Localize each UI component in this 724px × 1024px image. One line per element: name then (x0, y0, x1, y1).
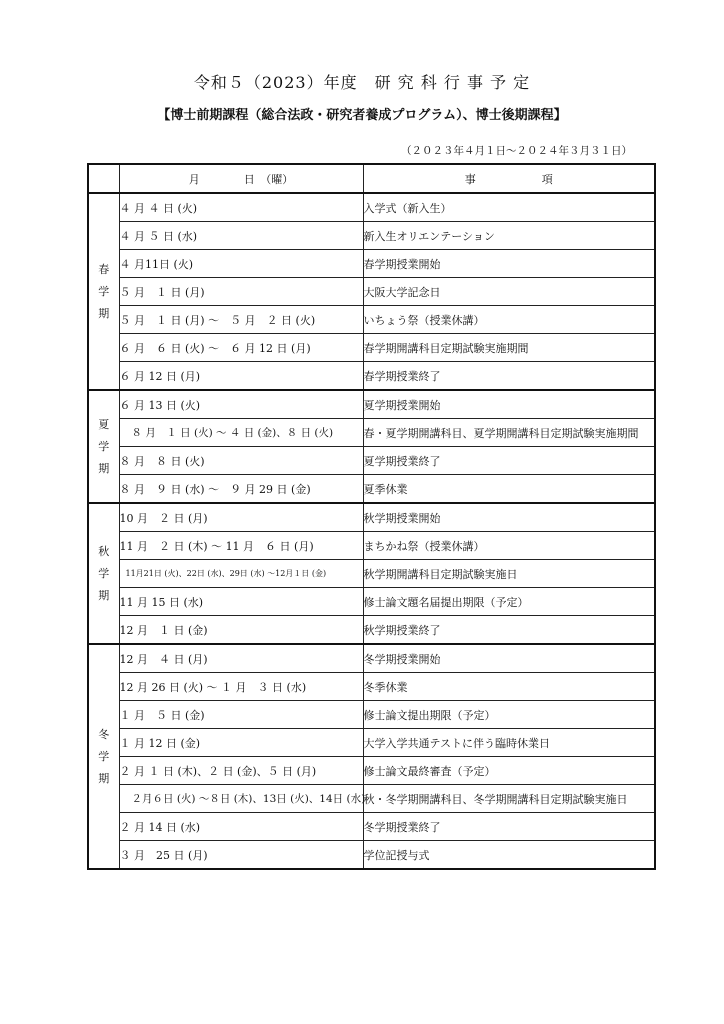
table-row (88, 306, 655, 334)
event-cell: 春学期授業開始 (363, 250, 655, 278)
date-cell: ４ 月 ５ 日 (水) (119, 222, 363, 250)
date-header: 月 日 （曜） (119, 164, 363, 193)
date-cell: ４ 月11日 (火) (119, 250, 363, 278)
date-cell: ６ 月 ６ 日 (火) ～ ６ 月 12 日 (月) (119, 334, 363, 362)
event-cell: 冬学期授業終了 (363, 813, 655, 841)
date-cell: ４ 月 ４ 日 (火) (119, 193, 363, 222)
event-cell: まちかね祭（授業休講） (363, 532, 655, 560)
table-row (88, 841, 655, 870)
event-cell: いちょう祭（授業休講） (363, 306, 655, 334)
term-label (88, 503, 119, 644)
date-cell: 11月21日 (火)、22日 (水)、29日 (水) ～12月１日 (金) (119, 560, 363, 588)
term-label-char: 秋 (98, 544, 110, 558)
event-cell: 春・夏学期開講科目、夏学期開講科目定期試験実施期間 (363, 419, 655, 447)
event-cell: 修士論文最終審査（予定） (363, 757, 655, 785)
table-row (88, 785, 655, 813)
date-cell: 12 月 26 日 (火) ～ １ 月 ３ 日 (水) (119, 673, 363, 701)
table-row (88, 532, 655, 560)
table-row (88, 447, 655, 475)
event-cell: 修士論文題名届提出期限（予定） (363, 588, 655, 616)
event-cell: 入学式（新入生） (363, 193, 655, 222)
table-row (88, 250, 655, 278)
date-cell: ２月６日 (火) ～８日 (木)、13日 (火)、14日 (水) (119, 785, 363, 813)
table-row (88, 673, 655, 701)
page-title: 令和５（2023）年度 研 究 科 行 事 予 定 (193, 73, 531, 92)
event-cell: 春学期授業終了 (363, 362, 655, 391)
event-cell: 秋・冬学期開講科目、冬学期開講科目定期試験実施日 (363, 785, 655, 813)
schedule-table (87, 163, 656, 870)
table-row (88, 419, 655, 447)
date-cell: ２ 月 １ 日 (木)、２ 日 (金)、５ 日 (月) (119, 757, 363, 785)
event-cell: 秋学期開講科目定期試験実施日 (363, 560, 655, 588)
date-cell: ３ 月 25 日 (月) (119, 841, 363, 870)
event-cell: 夏季休業 (363, 475, 655, 504)
date-cell: 12 月 ４ 日 (月) (119, 644, 363, 673)
date-cell: １ 月 12 日 (金) (119, 729, 363, 757)
table-row (88, 475, 655, 504)
term-label-char: 学 (98, 749, 110, 763)
date-cell: ８ 月 １ 日 (火) ～ ４ 日 (金)、８ 日 (火) (119, 419, 363, 447)
event-cell: 夏学期授業開始 (363, 390, 655, 419)
table-row (88, 362, 655, 391)
term-label-char: 学 (98, 566, 110, 580)
date-cell: 12 月 １ 日 (金) (119, 616, 363, 645)
event-cell: 学位記授与式 (363, 841, 655, 870)
event-cell: 修士論文提出期限（予定） (363, 701, 655, 729)
date-cell: ５ 月 １ 日 (月) ～ ５ 月 ２ 日 (火) (119, 306, 363, 334)
date-range: （２０２３年４月１日～２０２４年３月３１日） (401, 145, 632, 157)
event-cell: 冬学期授業開始 (363, 644, 655, 673)
event-cell: 大学入学共通テストに伴う臨時休業日 (363, 729, 655, 757)
date-cell: ８ 月 ９ 日 (水) ～ ９ 月 29 日 (金) (119, 475, 363, 504)
event-cell: 冬季休業 (363, 673, 655, 701)
event-cell: 大阪大学記念日 (363, 278, 655, 306)
term-label-char: 期 (98, 461, 110, 475)
date-cell: ５ 月 １ 日 (月) (119, 278, 363, 306)
date-cell: ６ 月 12 日 (月) (119, 362, 363, 391)
term-label-char: 学 (98, 284, 110, 298)
term-header (88, 164, 119, 193)
date-cell: ８ 月 ８ 日 (火) (119, 447, 363, 475)
term-label-char: 春 (98, 262, 110, 276)
event-cell: 夏学期授業終了 (363, 447, 655, 475)
table-row (88, 616, 655, 645)
table-row (88, 813, 655, 841)
table-row (88, 729, 655, 757)
table-row (88, 560, 655, 588)
table-row (88, 222, 655, 250)
term-label-char: 期 (98, 306, 110, 320)
term-label (88, 193, 119, 390)
term-label-char: 学 (98, 439, 110, 453)
event-cell: 春学期開講科目定期試験実施期間 (363, 334, 655, 362)
term-label-char: 冬 (98, 727, 110, 741)
date-cell: ６ 月 13 日 (火) (119, 390, 363, 419)
date-cell: ２ 月 14 日 (水) (119, 813, 363, 841)
term-label-char: 期 (98, 588, 110, 602)
table-row (88, 193, 655, 222)
table-row (88, 644, 655, 673)
table-row (88, 588, 655, 616)
table-row (88, 334, 655, 362)
event-cell: 秋学期授業終了 (363, 616, 655, 645)
date-cell: 10 月 ２ 日 (月) (119, 503, 363, 532)
date-cell: 11 月 15 日 (水) (119, 588, 363, 616)
schedule-body (88, 193, 655, 869)
event-cell: 秋学期授業開始 (363, 503, 655, 532)
table-row (88, 701, 655, 729)
table-row (88, 390, 655, 419)
term-label-char: 夏 (98, 417, 110, 431)
date-cell: 11 月 ２ 日 (木) ～ 11 月 ６ 日 (月) (119, 532, 363, 560)
table-row (88, 757, 655, 785)
event-cell: 新入生オリエンテーション (363, 222, 655, 250)
page-subtitle: 【博士前期課程（総合法政・研究者養成プログラム）、博士後期課程】 (157, 108, 567, 123)
event-header: 事 項 (363, 164, 655, 193)
term-label (88, 644, 119, 869)
term-label-char: 期 (98, 771, 110, 785)
term-label (88, 390, 119, 503)
date-cell: １ 月 ５ 日 (金) (119, 701, 363, 729)
table-row (88, 278, 655, 306)
table-row (88, 503, 655, 532)
